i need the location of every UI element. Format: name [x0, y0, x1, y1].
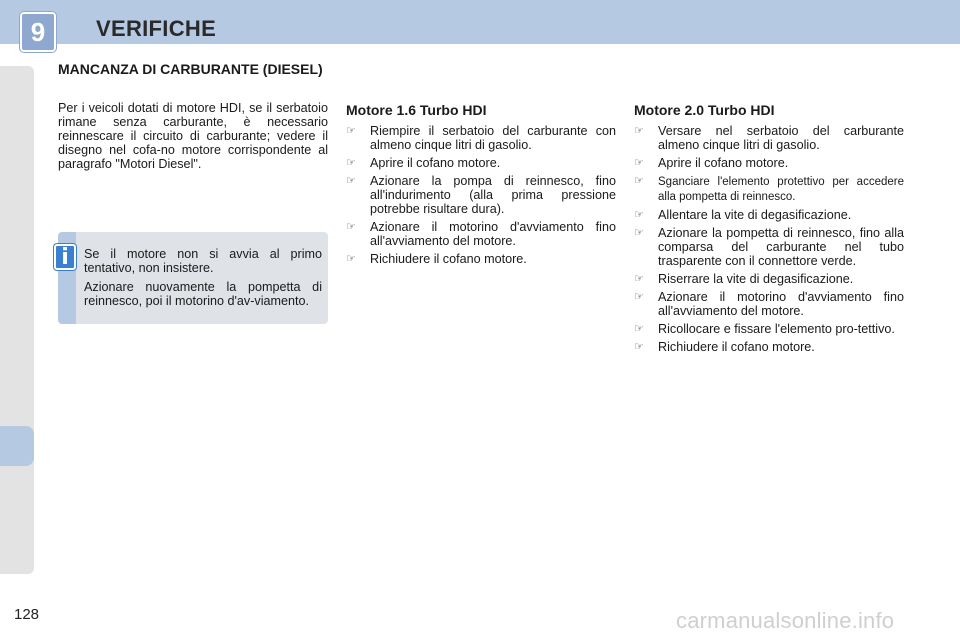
chapter-number-badge: 9	[20, 12, 56, 52]
step-text: Riempire il serbatoio del carburante con almeno cinque litri di gasolio.	[370, 124, 616, 152]
hand-pointer-icon: ☞	[346, 125, 356, 137]
step-text: Versare nel serbatoio del carburante almeno cinque litri di gasolio.	[658, 124, 904, 152]
chapter-tab	[0, 426, 34, 466]
page-title: VERIFICHE	[96, 16, 217, 41]
column2-heading: Motore 2.0 Turbo HDI	[634, 102, 775, 118]
step-text: Azionare il motorino d'avviamento fino all'avviamento del motore.	[658, 290, 904, 318]
step-text: Aprire il cofano motore.	[370, 156, 501, 170]
step-item	[634, 322, 904, 336]
hand-pointer-icon: ☞	[346, 157, 356, 169]
step-text: Ricollocare e fissare l'elemento pro-tettivo.	[658, 322, 895, 336]
hand-pointer-icon: ☞	[634, 157, 644, 169]
column1-heading: Motore 1.6 Turbo HDI	[346, 102, 487, 118]
step-item	[634, 156, 904, 170]
info-paragraph: Se il motore non si avvia al primo tentativo, non insistere.	[84, 247, 322, 275]
step-item	[346, 252, 616, 266]
step-item	[634, 124, 904, 152]
hand-pointer-icon: ☞	[634, 323, 644, 335]
hand-pointer-icon: ☞	[346, 175, 356, 187]
hand-pointer-icon: ☞	[634, 175, 644, 187]
info-text	[84, 247, 322, 313]
side-strip	[0, 66, 34, 574]
hand-pointer-icon: ☞	[634, 291, 644, 303]
step-item	[346, 174, 616, 216]
step-text: Azionare la pompa di reinnesco, fino all'indurimento (alla prima pressione potrebbe risultare dura).	[370, 174, 616, 216]
step-text: Azionare la pompetta di reinnesco, fino alla comparsa del carburante nel tubo trasparente con il connettore verde.	[658, 226, 904, 268]
info-paragraph: Azionare nuovamente la pompetta di reinnesco, poi il motorino d'av-viamento.	[84, 280, 322, 308]
hand-pointer-icon: ☞	[346, 221, 356, 233]
step-item	[634, 290, 904, 318]
step-item	[634, 174, 904, 204]
hand-pointer-icon: ☞	[634, 341, 644, 353]
step-text: Aprire il cofano motore.	[658, 156, 789, 170]
hand-pointer-icon: ☞	[634, 209, 644, 221]
step-text: Riserrare la vite di degasificazione.	[658, 272, 854, 286]
step-item	[634, 272, 904, 286]
step-text: Allentare la vite di degasificazione.	[658, 208, 852, 222]
step-item	[634, 226, 904, 268]
step-item	[346, 124, 616, 152]
step-text: Richiudere il cofano motore.	[658, 340, 815, 354]
step-text: Sganciare l'elemento protettivo per accedere alla pompetta di reinnesco.	[658, 176, 904, 203]
intro-text: Per i veicoli dotati di motore HDI, se il serbatoio rimane senza carburante, è necessario reinnescare il circuito di carburante; vedere il disegno nel cofa-no motore corrispondente al paragrafo "Motori Diesel".	[58, 101, 328, 171]
step-text: Azionare il motorino d'avviamento fino all'avviamento del motore.	[370, 220, 616, 248]
step-item	[634, 340, 904, 354]
hand-pointer-icon: ☞	[634, 273, 644, 285]
column1-steps	[346, 124, 616, 270]
hand-pointer-icon: ☞	[634, 227, 644, 239]
hand-pointer-icon: ☞	[634, 125, 644, 137]
watermark: carmanualsonline.info	[676, 608, 895, 633]
page-number: 128	[14, 606, 40, 623]
step-item	[634, 208, 904, 222]
step-text: Richiudere il cofano motore.	[370, 252, 527, 266]
step-item	[346, 156, 616, 170]
info-icon: i	[54, 244, 76, 270]
step-item	[346, 220, 616, 248]
section-heading: MANCANZA DI CARBURANTE (DIESEL)	[58, 61, 323, 77]
hand-pointer-icon: ☞	[346, 253, 356, 265]
column2-steps	[634, 124, 904, 358]
